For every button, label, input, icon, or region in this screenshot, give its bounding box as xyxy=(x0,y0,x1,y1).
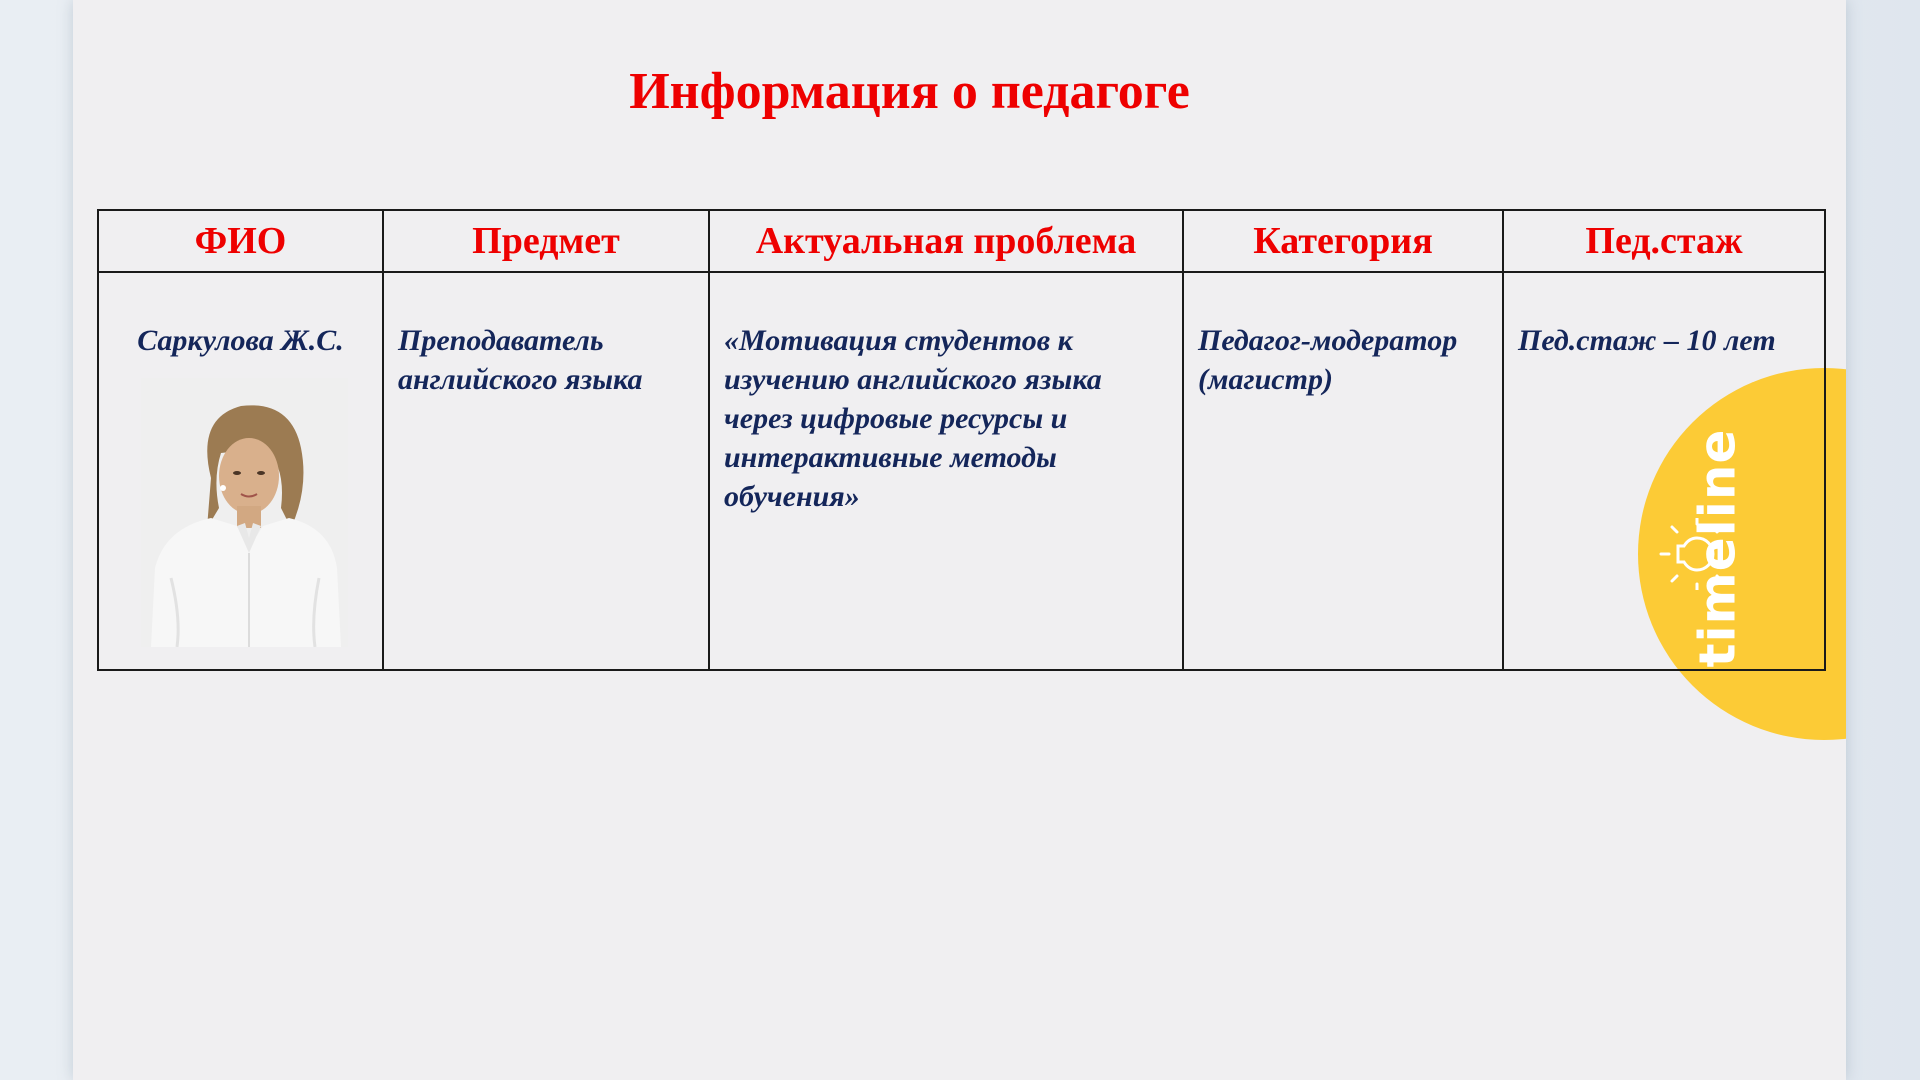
lightbulb-icon xyxy=(1653,518,1749,590)
cell-experience: Пед.стаж – 10 лет xyxy=(1503,272,1825,670)
teacher-name: Саркулова Ж.С. xyxy=(137,324,344,357)
table-row xyxy=(98,272,1825,670)
table-header-row xyxy=(98,210,1825,272)
header-category: Категория xyxy=(1183,210,1503,272)
timeline-logo-text: timeline xyxy=(1688,428,1746,668)
cell-subject: Преподаватель английского языка xyxy=(383,272,709,670)
header-problem: Актуальная проблема xyxy=(709,210,1183,272)
cell-problem: «Мотивация студентов к изучению английского языка через цифровые ресурсы и интерактивные методы обучения» xyxy=(709,272,1183,670)
teacher-photo xyxy=(141,378,348,647)
teacher-info-table xyxy=(97,209,1826,671)
header-experience: Пед.стаж xyxy=(1503,210,1825,272)
header-subject: Предмет xyxy=(383,210,709,272)
cell-category: Педагог-модератор (магистр) xyxy=(1183,272,1503,670)
header-fio: ФИО xyxy=(98,210,383,272)
cell-fio xyxy=(98,272,383,670)
slide xyxy=(73,0,1846,1080)
page-title: Информация о педагоге xyxy=(629,63,1190,120)
teacher-portrait-image xyxy=(141,378,348,647)
